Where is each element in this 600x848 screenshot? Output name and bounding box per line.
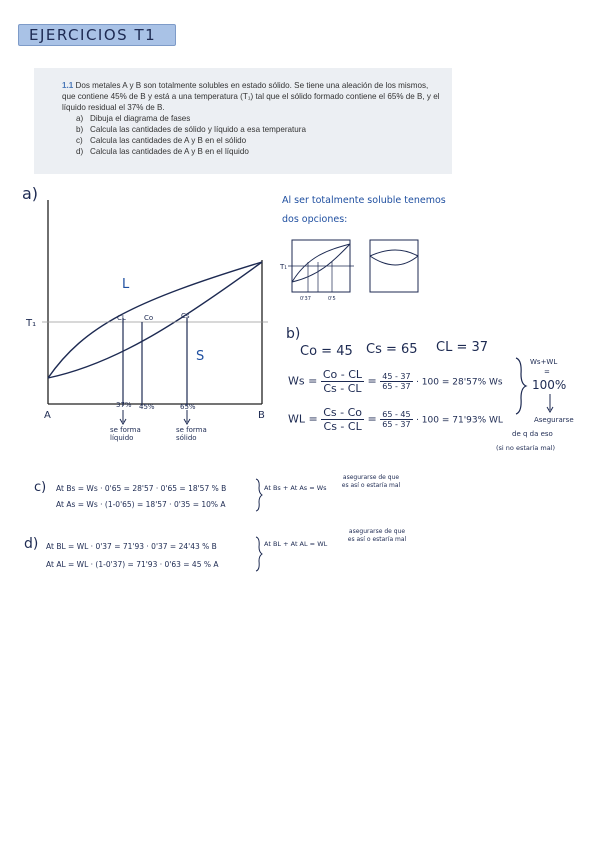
part-c-label: c) (34, 480, 47, 495)
tick-37-label: 37% (116, 401, 132, 409)
tick-65-label: 65% (180, 403, 196, 411)
problem-item: c) Calcula las cantidades de A y B en el sólido (76, 136, 247, 145)
problem-statement: Dos metales A y B son totalmente solubles en estado sólido. Se tiene una aleación de los mismos, que contiene 45% de B y está a una temperatura (T₁) tal que el sólido formado contiene el 65% de B, y el líquido residual el 37% de B. (62, 81, 440, 112)
mini-diagram-2-top (370, 250, 418, 256)
mini-diagram-2-frame (370, 240, 418, 292)
mini-t1-label: T₁ (280, 263, 288, 271)
page-title: EJERCICIOS T1 (29, 26, 157, 44)
c-brace (254, 478, 264, 512)
liquidus-curve (48, 262, 262, 378)
point-co-label: Co (144, 314, 154, 322)
b-cs-value: Cs = 65 (366, 342, 418, 357)
problem-statement-box (34, 68, 452, 174)
mini-diagrams (278, 236, 428, 306)
ws-equation: Ws = $\frac{Co - CL}{Cs - CL}$ = $\frac{45 - 37}{65 - 37}$ · 100 = 28'57% Ws (288, 368, 503, 395)
problem-item: d) Calcula las cantidades de A y B en el líquido (76, 147, 249, 156)
d-brace (254, 536, 264, 572)
point-cl-label: CL (117, 314, 126, 322)
mini-tick-1: 0'37 (300, 296, 311, 302)
note-solid: se forma sólido (176, 426, 207, 442)
c-line-2: At As = Ws · (1-0'65) = 18'57 · 0'35 = 10% A (56, 500, 226, 509)
d-line-2: At AL = WL · (1-0'37) = 71'93 · 0'63 = 45 % A (46, 560, 219, 569)
solidus-curve (48, 262, 262, 378)
title-tab (18, 24, 176, 46)
mini-diagram-1-liquidus (292, 244, 350, 282)
b-note-1: Asegurarse (534, 416, 574, 424)
b-note-3: (si no estaría mal) (496, 444, 556, 452)
mini-diagram-2-bottom (370, 256, 418, 265)
sum-label: Ws+WL (530, 358, 558, 366)
part-b-label: b) (286, 326, 301, 342)
part-d-label: d) (24, 536, 39, 552)
problem-item: b) Calcula las cantidades de sólido y líquido a esa temperatura (76, 125, 306, 134)
axis-a-label: A (44, 410, 51, 421)
sum-brace (512, 356, 530, 416)
sum-arrow (545, 394, 555, 414)
liquid-region-label: L (122, 277, 130, 292)
b-cl-value: CL = 37 (436, 340, 489, 355)
d-check: At BL + At AL = WL (264, 540, 328, 548)
side-note-2: dos opciones: (282, 214, 348, 225)
solid-region-label: S (196, 349, 205, 364)
mini-tick-2: 0'5 (328, 296, 336, 302)
d-line-1: At BL = WL · 0'37 = 71'93 · 0'37 = 24'43 % B (46, 542, 217, 551)
point-cs-label: Cs (181, 312, 190, 320)
problem-number: 1.1 (62, 81, 74, 90)
side-note-1: Al ser totalmente soluble tenemos (282, 195, 446, 206)
mini-diagram-1-solidus (292, 244, 350, 282)
problem-items (62, 113, 442, 157)
note-liquid: se forma líquido (110, 426, 141, 442)
c-check: At Bs + At As = Ws (264, 484, 327, 492)
d-note: asegurarse de que es así o estaría mal (347, 528, 407, 543)
b-note-2: de q da eso (512, 430, 553, 438)
c-note: asegurarse de que es así o estaría mal (341, 474, 401, 489)
tick-45-label: 45% (139, 403, 155, 411)
t1-label: T₁ (26, 318, 37, 329)
axis-b-label: B (258, 410, 265, 421)
problem-item: a) Dibuja el diagrama de fases (76, 114, 191, 123)
c-line-1: At Bs = Ws · 0'65 = 28'57 · 0'65 = 18'57 % B (56, 484, 227, 493)
phase-diagram (24, 196, 284, 446)
part-a-label: a) (22, 184, 39, 203)
wl-equation: WL = $\frac{Cs - Co}{Cs - CL}$ = $\frac{65 - 45}{65 - 37}$ · 100 = 71'93% WL (288, 406, 503, 433)
b-co-value: Co = 45 (300, 344, 353, 359)
sum-value: 100% (532, 378, 567, 392)
sum-eq: = (544, 368, 550, 376)
